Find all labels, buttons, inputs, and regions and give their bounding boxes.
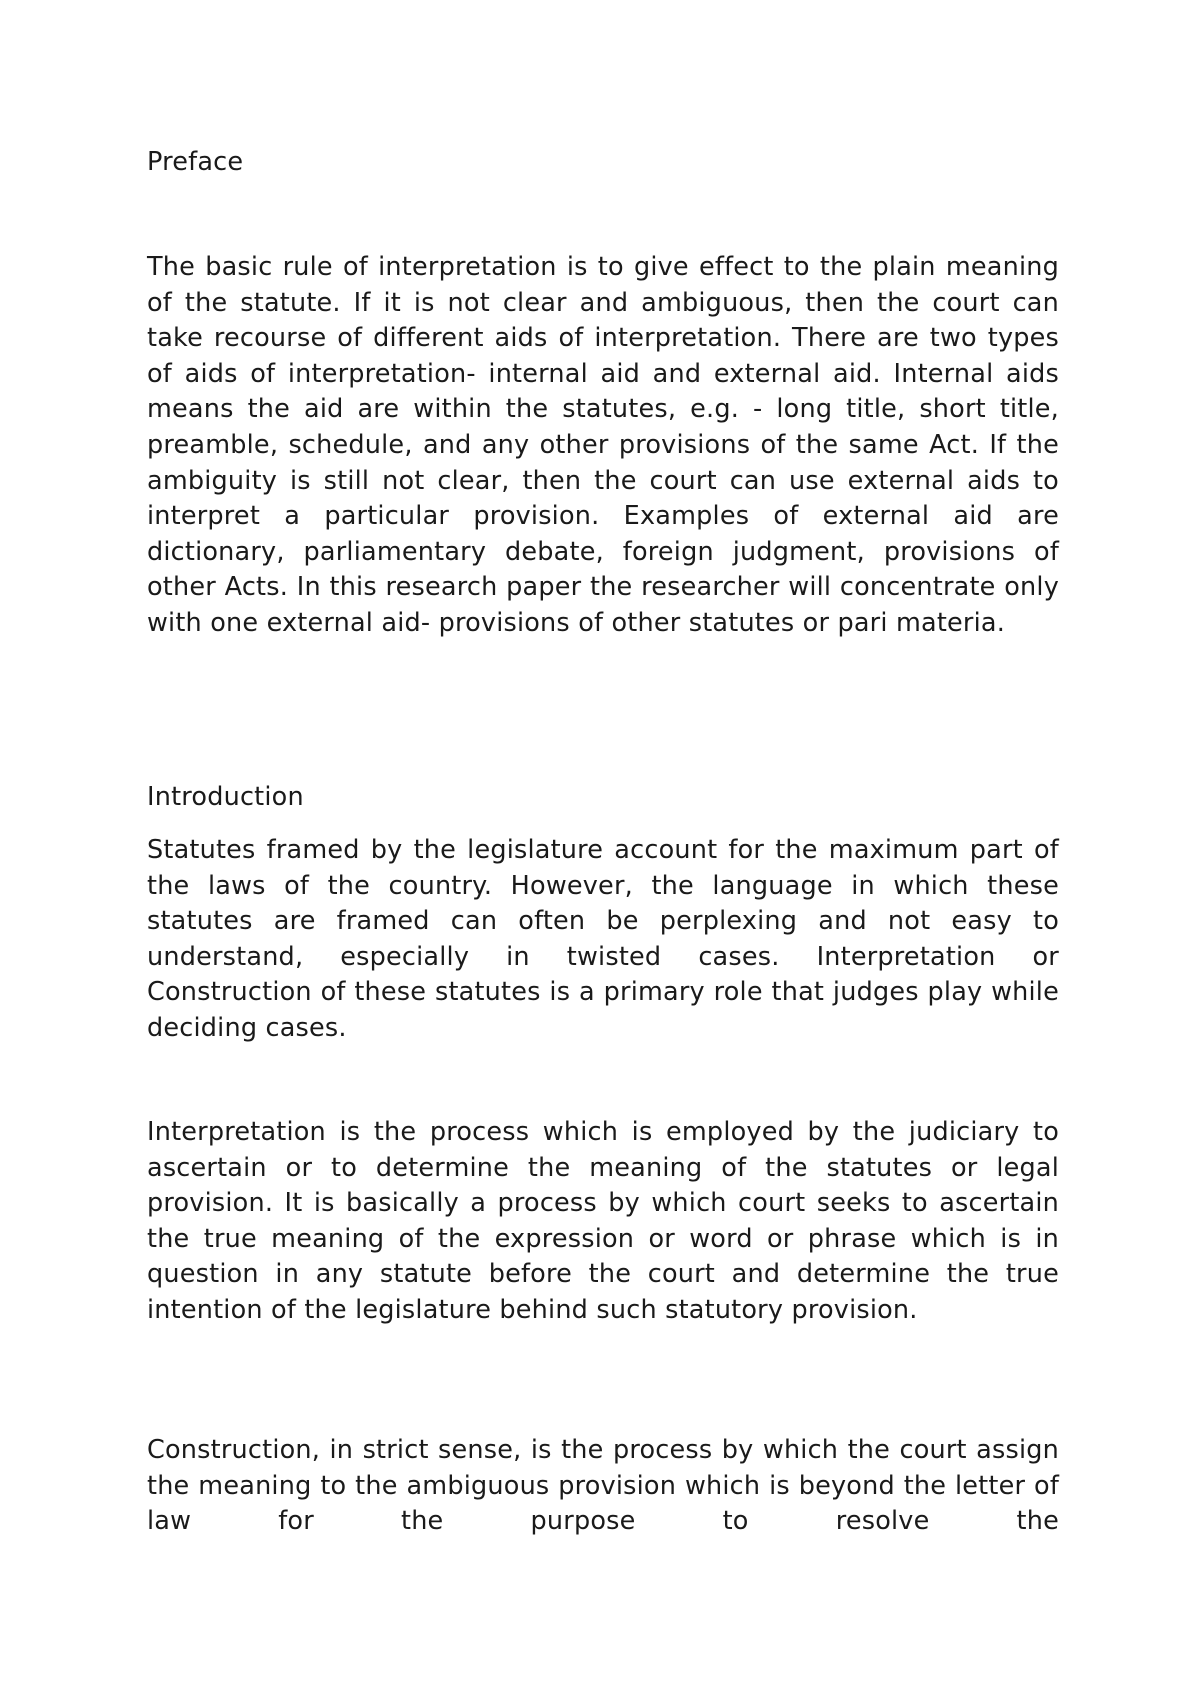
preface-heading: Preface [147, 147, 244, 177]
introduction-heading: Introduction [147, 782, 304, 812]
introduction-paragraph-1: Statutes framed by the legislature account for the maximum part of the laws of the country. However, the language in which these statutes are framed can often be perplexing and not easy to understand, especially in twisted cases. Interpretation or Construction of these statutes is a primary role that judges play while deciding cases. [147, 835, 1059, 1043]
introduction-paragraph-2: Interpretation is the process which is employed by the judiciary to ascertain or to determine the meaning of the statutes or legal provision. It is basically a process by which court seeks to ascertain the true meaning of the expression or word or phrase which is in question in any statute before the court and determine the true intention of the legislature behind such statutory provision. [147, 1117, 1059, 1325]
introduction-paragraph-3: Construction, in strict sense, is the process by which the court assign the meaning to the ambiguous provision which is beyond the letter of law for the purpose to resolve the [147, 1435, 1059, 1537]
preface-paragraph: The basic rule of interpretation is to give effect to the plain meaning of the statute. If it is not clear and ambiguous, then the court can take recourse of different aids of interpretation. There are two types of aids of interpretation- internal aid and external aid. Internal aids means the aid are within the statutes, e.g. - long title, short title, preamble, schedule, and any other provisions of the same Act. If the ambiguity is still not clear, then the court can use external aids to interpret a particular provision. Examples of external aid are dictionary, parliamentary debate, foreign judgment, provisions of other Acts. In this research paper the researcher will concentrate only with one external aid- provisions of other statutes or pari materia. [147, 252, 1059, 638]
